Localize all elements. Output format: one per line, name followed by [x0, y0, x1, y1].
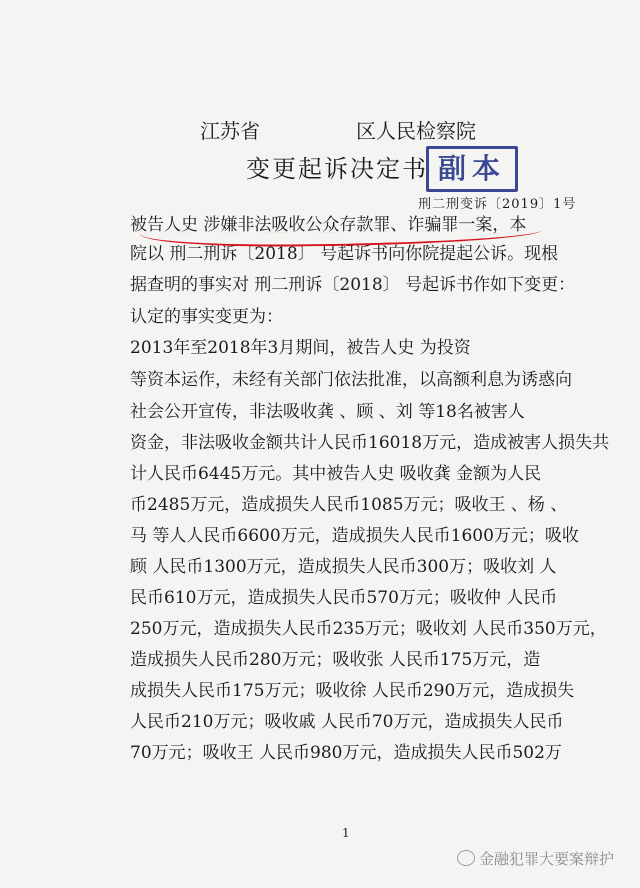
body-line: 造成损失人民币280万元；吸收张 人民币175万元，造	[130, 650, 541, 670]
body-line: 据查明的事实对 刑二刑诉〔2018〕 号起诉书作如下变更：	[130, 275, 576, 295]
wechat-icon	[457, 850, 475, 866]
body-line: 顾 人民币1300万元，造成损失人民币300万；吸收刘 人	[130, 557, 557, 577]
body-line: 250万元，造成损失人民币235万元；吸收刘 人民币350万元，	[130, 619, 607, 639]
body-line: 2013年至2018年3月期间，被告人史 为投资	[130, 338, 471, 358]
header-procuratorate: 区人民检察院	[356, 119, 476, 143]
watermark	[457, 848, 614, 869]
body-line: 社会公开宣传，非法吸收龚 、顾 、刘 等18名被害人	[130, 402, 525, 422]
body-line: 认定的事实变更为：	[130, 307, 283, 327]
body-line: 资金，非法吸收金额共计人民币16018万元，造成被害人损失共	[130, 433, 610, 453]
body-line: 币2485万元，造成损失人民币1085万元；吸收王 、杨 、	[130, 495, 568, 515]
body-line: 马 等人人民币6600万元，造成损失人民币1600万元；吸收	[130, 526, 579, 546]
body-line: 成损失人民币175万元；吸收徐 人民币290万元，造成损失	[130, 681, 575, 701]
body-line: 被告人史 涉嫌非法吸收公众存款罪、诈骗罪一案，本	[130, 215, 527, 235]
header-province: 江苏省	[200, 119, 260, 143]
body-line: 70万元；吸收王 人民币980万元，造成损失人民币502万	[130, 743, 562, 763]
body-line: 计人民币6445万元。其中被告人史 吸收龚 金额为人民	[130, 464, 542, 484]
doc-number: 刑二刑变诉〔2019〕1号	[418, 197, 577, 212]
copy-stamp: 副本	[426, 146, 518, 192]
page-number: 1	[342, 826, 350, 840]
body-line: 院以 刑二刑诉〔2018〕 号起诉书向你院提起公诉。现根	[130, 244, 559, 264]
body-line: 等资本运作，未经有关部门依法批准，以高额利息为诱惑向	[130, 370, 572, 390]
body-line: 人民币210万元；吸收戚 人民币70万元，造成损失人民币	[130, 712, 564, 732]
body-line: 民币610万元，造成损失人民币570万元；吸收仲 人民币	[130, 588, 558, 608]
watermark-text: 金融犯罪大要案辩护	[478, 850, 614, 868]
page-title: 变更起诉决定书	[246, 155, 428, 183]
